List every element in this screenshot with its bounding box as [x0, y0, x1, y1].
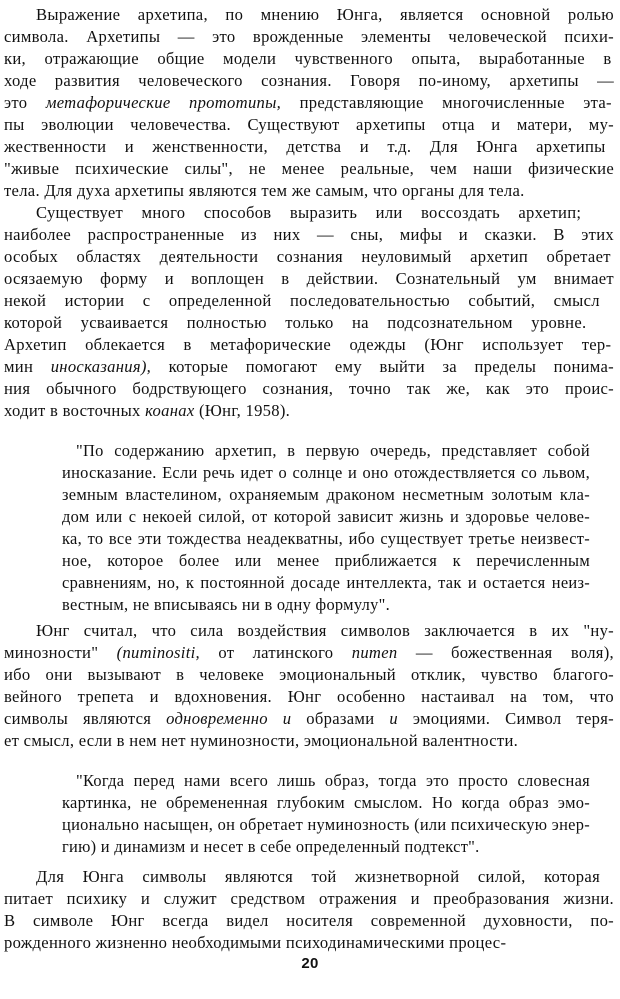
text-run: Существует много способов выразить или воссоздать архетип; — [36, 203, 582, 222]
text-run: Архетип облекается в метафорические одежды (Юнг использует тер- — [4, 335, 612, 354]
quote-line — [62, 836, 480, 858]
quote-line — [62, 792, 590, 814]
quote-line — [76, 770, 590, 792]
text-run: ния обычного бодрствующего сознания, точно так же, как это проис- — [4, 379, 614, 398]
text-run: которой усваивается полностью только на подсознательном уровне. — [4, 313, 587, 332]
quote-line — [62, 814, 590, 836]
text-run: рожденного жизненно необходимыми психодинамическими процес- — [4, 933, 507, 952]
quote-line — [62, 550, 590, 572]
text-line — [4, 932, 506, 954]
quote-line — [76, 440, 590, 462]
text-run: В символе Юнг всегда видел носителя современной духовности, по- — [4, 911, 614, 930]
italic-text-run: питеп — [351, 643, 398, 662]
text-line — [4, 158, 614, 180]
text-line — [4, 334, 611, 356]
italic-text-run: одновременно и — [166, 709, 292, 728]
text-line — [4, 888, 614, 910]
page-number: 20 — [301, 955, 319, 972]
text-line — [4, 708, 614, 730]
text-line — [36, 202, 581, 224]
text-run: образами — [291, 709, 390, 728]
italic-text-run: и — [389, 709, 398, 728]
text-line — [4, 400, 290, 422]
text-run: ходе развития человеческого сознания. Говоря по-иному, архетипы — — [4, 71, 614, 90]
quote-line — [62, 594, 390, 616]
text-run: "По содержанию архетип, в первую очередь, представляет собой — [76, 441, 590, 460]
text-line — [36, 620, 614, 642]
text-run: гию) и динамизм и несет в себе определенный подтекст". — [62, 837, 480, 856]
text-run: ходит в восточных — [4, 401, 146, 420]
text-run: сравнениям, но, к постоянной досаде интеллекта, так и остается неиз- — [62, 573, 590, 592]
text-run: картинка, не обремененная глубоким смыслом. Но когда образ эмо- — [62, 793, 590, 812]
text-line — [4, 910, 614, 932]
text-line — [4, 180, 525, 202]
text-run: земным властелином, охраняемым драконом несметным золотым кла- — [62, 485, 590, 504]
text-line — [4, 664, 614, 686]
text-run: ное, которое более или менее приближается к перечисленным — [62, 551, 590, 570]
text-run: символы являются — [4, 709, 167, 728]
text-line — [36, 4, 614, 26]
text-line — [4, 246, 611, 268]
text-run: которые помогают ему выйти за пределы понима- — [151, 357, 614, 376]
quote-line — [62, 572, 590, 594]
text-run: "Когда перед нами всего лишь образ, тогда это просто словесная — [76, 771, 590, 790]
text-run: дом или с некоей силой, от которой зависит жизнь и здоровье челове- — [62, 507, 590, 526]
text-run: ционально насыщен, он обретает нуминозность (или психическую энер- — [62, 815, 590, 834]
quote-line — [62, 462, 590, 484]
text-run: осязаемую форму и воплощен в действии. Сознательный ум внимает — [4, 269, 614, 288]
text-run: от латинского — [199, 643, 352, 662]
text-line — [4, 290, 600, 312]
text-run: пы эволюции человечества. Существуют архетипы отца и матери, му- — [4, 115, 614, 134]
quote-line — [62, 528, 590, 550]
text-run: вестным, не вписываясь ни в одну формулу". — [62, 595, 390, 614]
italic-text-run: коанах — [145, 401, 195, 420]
text-run: Юнг считал, что сила воздействия символов заключается в их "ну- — [36, 621, 614, 640]
text-run: ибо они вызывают в человеке эмоциональный отклик, чувство благого- — [4, 665, 614, 684]
text-run: (Юнг, 1958). — [194, 401, 291, 420]
text-run: тела. Для духа архетипы являются тем же самым, что органы для тела. — [4, 181, 525, 200]
text-run: Выражение архетипа, по мнению Юнга, является основной ролью — [36, 5, 614, 24]
text-run: минозности" — [4, 643, 117, 662]
text-line — [4, 268, 614, 290]
italic-text-run: метафорические прототипы, — [45, 93, 282, 112]
text-line — [4, 114, 614, 136]
quote-line — [62, 484, 590, 506]
text-line — [4, 730, 518, 752]
text-line — [4, 136, 606, 158]
text-run: представляющие многочисленные эта- — [281, 93, 612, 112]
text-run: ет смысл, если в нем нет нуминозности, эмоциональной валентности. — [4, 731, 519, 750]
text-run: питает психику и служит средством отражения и преобразования жизни. — [4, 889, 614, 908]
text-line — [36, 866, 600, 888]
text-run: иносказание. Если речь идет о солнце и оно отождествляется со львом, — [62, 463, 590, 482]
text-run: — божественная воля), — [397, 643, 615, 662]
text-run: особых областях деятельности сознания неуловимый архетип обретает — [4, 247, 611, 266]
text-run: это — [4, 93, 46, 112]
text-run: наиболее распространенные из них — сны, мифы и сказки. В этих — [4, 225, 614, 244]
italic-text-run: (numinositi, — [116, 643, 200, 662]
italic-text-run: иносказания), — [50, 357, 152, 376]
text-run: Для Юнга символы являются той жизнетворной силой, которая — [36, 867, 600, 886]
text-line — [4, 92, 612, 114]
text-line — [4, 642, 614, 664]
text-line — [4, 378, 614, 400]
quote-line — [62, 506, 590, 528]
text-line — [4, 48, 611, 70]
text-run: "живые психические силы", не менее реальные, чем наши физические — [4, 159, 614, 178]
text-line — [4, 26, 614, 48]
text-line — [4, 224, 614, 246]
text-line — [4, 356, 614, 378]
text-run: ка, то все эти тождества неадекватны, ибо существует третье неизвест- — [62, 529, 590, 548]
text-line — [4, 70, 614, 92]
text-line — [4, 686, 614, 708]
text-run: символа. Архетипы — это врожденные элементы человеческой психи- — [4, 27, 614, 46]
text-run: эмоциями. Символ теря- — [397, 709, 614, 728]
text-run: вейного трепета и вдохновения. Юнг особенно настаивал на том, что — [4, 687, 614, 706]
text-line — [4, 312, 586, 334]
text-run: мин — [4, 357, 51, 376]
text-run: некой истории с определенной последовательностью событий, смысл — [4, 291, 600, 310]
text-run: ки, отражающие общие модели чувственного опыта, выработанные в — [4, 49, 612, 68]
text-run: жественности и женственности, детства и т.д. Для Юнга архетипы — [4, 137, 606, 156]
